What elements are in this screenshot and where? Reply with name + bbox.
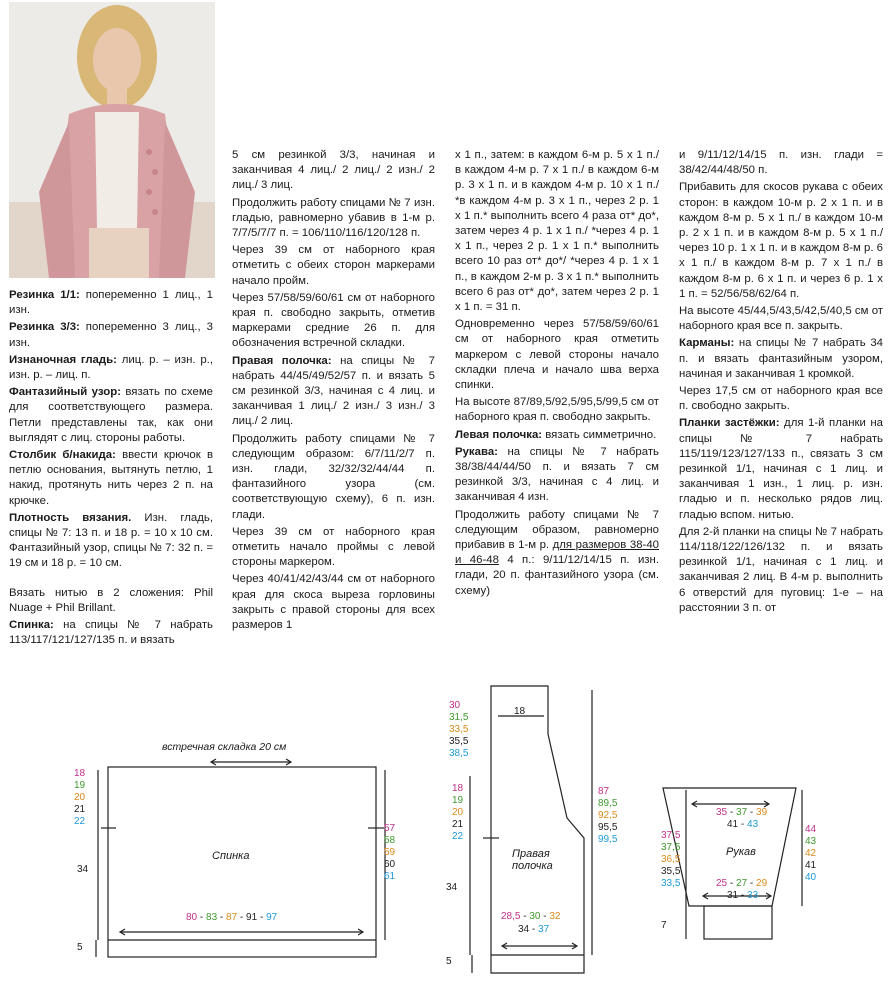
size-value: 18 <box>452 783 464 794</box>
size-value: 25 <box>716 878 728 889</box>
size-value: 58 <box>384 835 396 846</box>
size-value: 28,5 <box>501 911 521 922</box>
size-value: 19 <box>74 780 86 791</box>
size-value: 29 <box>756 878 768 889</box>
size-value: 19 <box>452 795 464 806</box>
front-title-2: полочка <box>512 860 553 872</box>
size-value: 21 <box>74 804 86 815</box>
size-value: 83 <box>206 912 218 923</box>
size-value: 87 <box>226 912 238 923</box>
sleeve-bottom-sizes-2 <box>727 890 758 902</box>
size-value: 20 <box>452 807 464 818</box>
separator: - <box>727 878 737 889</box>
size-value: 38,5 <box>449 748 469 759</box>
size-value: 57 <box>384 823 396 834</box>
front-left-sizes <box>452 783 463 843</box>
front-right-sizes <box>598 786 617 846</box>
size-value: 95,5 <box>598 822 618 833</box>
size-value: 80 <box>186 912 198 923</box>
front-top-sizes <box>449 700 468 760</box>
text-column-1: Резинка 1/1: попеременно 1 лиц., 1 изн. Резинка 3/3: попеременно 3 лиц., 3 изн. Изнаночная гладь: лиц. р. – изн. р., изн. р. – лиц. п. Фантазийный узор: вязать по схеме для соответствующего размера. Петли представлены так, как они выглядят с лиц. стороны работы. Столбик б/накида: ввести крючок в петлю основания, вытянуть петлю, 1 накид, протянуть нить через 2 п. на крючке. Плотность вязания. Изн. гладь, спицы № 7: 13 п. и 18 р. = 10 х 10 см. Фантазийный узор, спицы № 7: 32 п. = 19 см и 18 р. = 10 см. Вязать нитью в 2 сложения: Phil Nuage + Phil Brillant. Спинка: на спицы № 7 набрать 113/117/121/127/135 п. и вязать <box>9 289 214 647</box>
back-outline <box>108 767 376 957</box>
size-value: 33 <box>747 890 759 901</box>
sleeve-title: Рукав <box>726 846 756 858</box>
size-value: 59 <box>384 847 396 858</box>
front-shoulder: 18 <box>514 706 526 717</box>
size-value: 20 <box>74 792 86 803</box>
size-value: 36,5 <box>661 854 681 865</box>
sleeve-bottom-sizes <box>716 878 767 890</box>
separator: - <box>529 924 539 935</box>
size-value: 21 <box>452 819 464 830</box>
size-value: 60 <box>384 859 396 870</box>
size-value: 43 <box>805 836 817 847</box>
size-value: 41 <box>727 819 739 830</box>
front-width-sizes-2 <box>518 924 549 936</box>
size-value: 87 <box>598 786 610 797</box>
size-value: 35 <box>716 807 728 818</box>
back-title: Спинка <box>212 850 250 862</box>
separator: - <box>520 911 530 922</box>
size-value: 91 <box>246 912 258 923</box>
size-value: 31,5 <box>449 712 469 723</box>
size-value: 35,5 <box>661 866 681 877</box>
separator: - <box>727 807 737 818</box>
size-value: 18 <box>74 768 86 779</box>
sleeve-left-sizes <box>661 830 680 890</box>
size-value: 22 <box>452 831 464 842</box>
text-column-2: 5 см резинкой 3/3, начиная и заканчивая 4 лиц./ 2 лиц./ 2 изн./ 2 лиц./ 3 лиц. Продолжить работу спицами № 7 изн. гладью, равномерно убавив в 1-м р. 7/7/5/7/7 п. = 106/110/116/120/128 п. Через 39 см от наборного края отметить с обеих сторон маркерами начало пройм. Через 57/58/59/60/61 см от наборного края п. свободно закрыть, отметив маркерами средние 26 п. для обозначения встречной складки. Правая полочка: на спицы № 7 набрать 44/45/49/52/57 п. и вязать 5 см резинкой 3/3, начиная с 4 лиц. и заканчивая 1 лиц./ 2 изн./ 3 изн./ 3 лиц./ 2 лиц. Продолжить работу спицами № 7 следующим образом: 6/7/11/2/7 п. изн. глади, 32/32/32/44/44 п. фантазийного узора (см. соответствующую схему), 6 п. изн. глади. Через 39 см от наборного края отметить начало проймы с левой стороны маркером. Через 40/41/42/43/44 см от наборного края для скоса выреза горловины закрыть с правой стороны для всех размеров 1 <box>232 149 436 632</box>
back-fold-label: встречная складка 20 см <box>162 741 287 753</box>
size-value: 37 <box>538 924 550 935</box>
size-value: 41 <box>805 860 817 871</box>
back-right-sizes <box>384 823 395 883</box>
size-value: 31 <box>727 890 739 901</box>
size-value: 35,5 <box>449 736 469 747</box>
separator: - <box>257 912 267 923</box>
back-left-sizes <box>74 768 85 828</box>
size-value: 33,5 <box>449 724 469 735</box>
sleeve-top-sizes <box>716 807 767 819</box>
size-value: 92,5 <box>598 810 618 821</box>
size-value: 37,5 <box>661 830 681 841</box>
separator: - <box>217 912 227 923</box>
separator: - <box>738 890 748 901</box>
front-title-1: Правая <box>512 848 550 860</box>
sleeve-right-sizes <box>805 824 816 884</box>
size-value: 40 <box>805 872 817 883</box>
separator: - <box>747 807 757 818</box>
size-value: 97 <box>266 912 278 923</box>
sleeve-rib: 7 <box>661 920 667 931</box>
size-value: 89,5 <box>598 798 618 809</box>
text-column-3: х 1 п., затем: в каждом 6-м р. 5 х 1 п./ в каждом 4-м р. 7 х 1 п./ в каждом 6-м р. 3 х 1 п. и в каждом 4-м р. 10 х 1 п./ *в каждом 4-м р. 3 х 1 п., через 2 р. 1 х 1 п.* выполнить всего 4 раза от* до*, затем через 4 р. 1 х 1 п./ *через 4 р. 1 х 1 п., через 2 р. 1 х 1 п.* выполнить всего 10 раз от* до*/ *через 4 р. 1 х 1 п., в каждом 2-м р. 3 х 1 п.* выполнить всего 6 раз от* до*, затем через 2 р. 1 х 1 п. = 31 п. Одновременно через 57/58/59/60/61 см от наборного края отметить маркером с левой стороны начало складки плеча и начало шва верха спинки. На высоте 87/89,5/92,5/95,5/99,5 см от наборного края п. свободно закрыть. Левая полочка: вязать симметрично. Рукава: на спицы № 7 набрать 38/38/44/44/50 п. и вязать 7 см резинкой 3/3, начиная с 4 лиц. и заканчивая 4 изн. Продолжить работу спицами № 7 следующим образом, равномерно прибавив в 1-м р. для размеров 38-40 и 46-48 4 п.: 9/11/12/14/15 п. изн. глади, 20 п. фантазийного узора (см. схему) <box>455 149 659 597</box>
sleeve-top-sizes-2 <box>727 819 758 831</box>
size-value: 33,5 <box>661 878 681 889</box>
size-value: 99,5 <box>598 834 618 845</box>
front-height: 34 <box>446 882 458 893</box>
size-value: 39 <box>756 807 768 818</box>
separator: - <box>237 912 247 923</box>
size-value: 37 <box>736 807 748 818</box>
separator: - <box>197 912 207 923</box>
separator: - <box>540 911 550 922</box>
separator: - <box>747 878 757 889</box>
size-value: 34 <box>518 924 530 935</box>
back-rib: 5 <box>77 942 83 953</box>
front-rib: 5 <box>446 956 452 967</box>
front-width-sizes <box>501 911 561 923</box>
size-value: 44 <box>805 824 817 835</box>
separator: - <box>738 819 748 830</box>
back-width-sizes <box>186 912 277 924</box>
size-value: 43 <box>747 819 759 830</box>
size-value: 27 <box>736 878 748 889</box>
size-value: 22 <box>74 816 86 827</box>
size-value: 42 <box>805 848 817 859</box>
size-value: 37,5 <box>661 842 681 853</box>
size-value: 30 <box>529 911 541 922</box>
back-height: 34 <box>77 864 89 875</box>
text-column-4: и 9/11/12/14/15 п. изн. глади = 38/42/44/48/50 п. Прибавить для скосов рукава с обеих сторон: в каждом 10-м р. 2 х 1 п. и в каждом 8-м р. 5 х 1 п./ в каждом 10-м р. 2 х 1 п. и в каждом 8-м р. 5 х 1 п./ через 10 р. 1 х 1 п. и в каждом 8-м р. 6 х 1 п./ в каждом 8-м р. 7 х 1 п./ в каждом 8-м р. 6 х 1 п. и через 6 р. 1 х 1 п. = 52/56/58/62/64 п. На высоте 45/44,5/43,5/42,5/40,5 см от наборного края все п. закрыть. Карманы: на спицы № 7 набрать 34 п. и вязать фантазийным узором, начиная и заканчивая 1 кромкой. Через 17,5 см от наборного края все п. свободно закрыть. Планки застёжки: для 1-й планки на спицы № 7 набрать 115/119/123/127/133 п., связать 3 см резинкой 1/1, начиная с 1 лиц. и заканчивая 1 изн., 1 лиц. р. изн. гладью и п. несколько рядов лиц. гладью вспом. нитью. Для 2-й планки на спицы № 7 набрать 114/118/122/126/132 п. и вязать резинкой 1/1, начиная с 1 лиц. и заканчивая 2 лиц. В 4-м р. выполнить 6 отверстий для пуговиц: 1-е – на расстоянии 3 п. от <box>679 149 883 614</box>
size-value: 30 <box>449 700 461 711</box>
size-value: 61 <box>384 871 396 882</box>
size-value: 32 <box>549 911 561 922</box>
